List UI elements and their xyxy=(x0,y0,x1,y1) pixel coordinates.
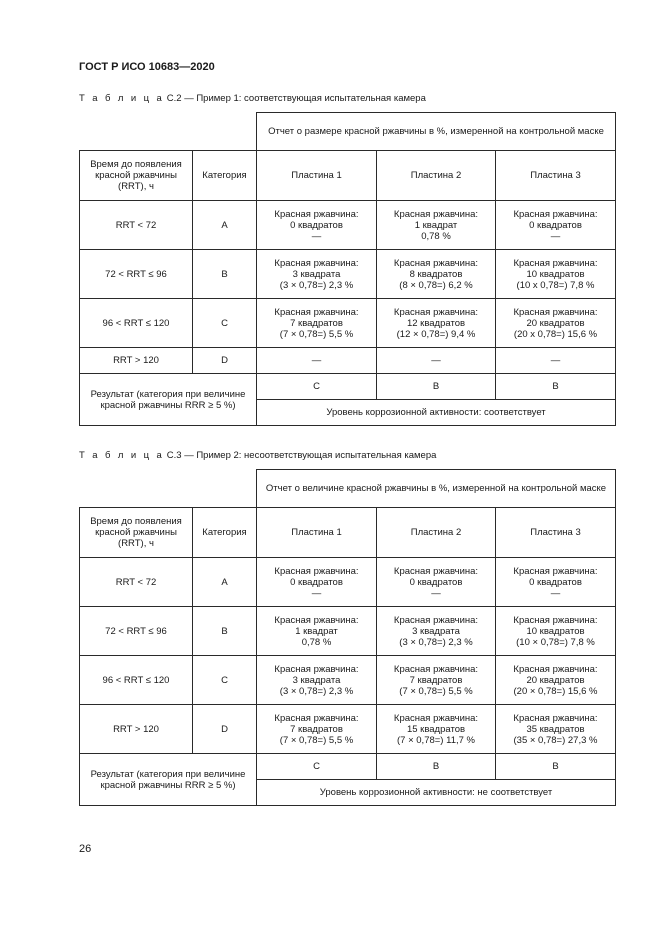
cell-line: Красная ржавчина: xyxy=(393,712,479,724)
cell-line: (7 × 0,78=) 5,5 % xyxy=(399,685,473,697)
plate-cell xyxy=(257,558,377,607)
cell-line: 35 квадратов xyxy=(526,723,585,735)
cell-line: (3 × 0,78=) 2,3 % xyxy=(279,279,354,291)
plate-cell xyxy=(257,348,377,374)
cell-line: Красная ржавчина: xyxy=(274,257,359,269)
cell-line: (12 × 0,78=) 9,4 % xyxy=(396,328,476,340)
cell-line: Красная ржавчина: xyxy=(513,663,598,675)
category-cell: C xyxy=(193,656,257,705)
column-header-category: Категория xyxy=(193,508,257,558)
plate-cell xyxy=(377,558,496,607)
plate-cell xyxy=(377,299,496,348)
cell-line: Красная ржавчина: xyxy=(274,663,359,675)
rrt-range-cell: 96 < RRT ≤ 120 xyxy=(80,656,193,705)
table-row xyxy=(80,201,616,250)
table-row xyxy=(80,607,616,656)
cell-line: Красная ржавчина: xyxy=(274,208,359,220)
plate-cell xyxy=(257,656,377,705)
table-c2-caption xyxy=(79,93,426,104)
cell-line: Красная ржавчина: xyxy=(513,208,598,220)
conclusion: Уровень коррозионной активности: соответствует xyxy=(257,400,616,426)
category-cell: D xyxy=(193,348,257,374)
cell-line: 12 квадратов xyxy=(406,317,466,329)
cell-line: Красная ржавчина: xyxy=(274,614,359,626)
plate-cell xyxy=(257,250,377,299)
category-cell: A xyxy=(193,558,257,607)
table-row xyxy=(80,656,616,705)
cell-line: Красная ржавчина: xyxy=(393,565,479,577)
table-c2 xyxy=(79,112,616,426)
category-cell: A xyxy=(193,201,257,250)
page-number: 26 xyxy=(79,843,92,855)
cell-line: 1 квадрат xyxy=(414,219,458,231)
rrt-range-cell: RRT < 72 xyxy=(80,558,193,607)
plate-cell xyxy=(496,607,616,656)
cell-line: Красная ржавчина: xyxy=(274,306,359,318)
result-plate-2: B xyxy=(377,374,496,400)
cell-line: (10 x 0,78=) 7,8 % xyxy=(516,279,595,291)
rrt-range-cell: 72 < RRT ≤ 96 xyxy=(80,607,193,656)
cell-line: 1 квадрат xyxy=(295,625,338,637)
cell-line: Красная ржавчина: xyxy=(513,306,598,318)
column-header-plate-3: Пластина 3 xyxy=(496,151,616,201)
plate-cell xyxy=(377,656,496,705)
cell-line: Красная ржавчина: xyxy=(393,614,479,626)
plate-cell xyxy=(377,201,496,250)
cell-line: — xyxy=(431,355,441,366)
cell-line: 3 квадрата xyxy=(292,674,341,686)
result-plate-3: B xyxy=(496,374,616,400)
cell-line: 0 квадратов xyxy=(529,576,582,588)
conclusion: Уровень коррозионной активности: не соответствует xyxy=(257,780,616,806)
cell-line: 8 квадратов xyxy=(409,268,463,280)
cell-line: 10 квадратов xyxy=(526,625,585,637)
cell-line: (7 × 0,78=) 5,5 % xyxy=(279,734,354,746)
cell-line: 3 квадрата xyxy=(292,268,341,280)
cell-line: 0 квадратов xyxy=(290,576,343,588)
cell-line: 0 квадратов xyxy=(409,576,463,588)
table-c3-caption xyxy=(79,450,436,461)
cell-line: (3 × 0,78=) 2,3 % xyxy=(399,636,473,648)
table-row xyxy=(80,705,616,754)
cell-line: Красная ржавчина: xyxy=(274,712,359,724)
result-plate-3: B xyxy=(496,754,616,780)
cell-line: (7 × 0,78=) 5,5 % xyxy=(279,328,354,340)
cell-line: — xyxy=(550,355,561,366)
category-cell: B xyxy=(193,607,257,656)
result-plate-1: C xyxy=(257,754,377,780)
result-label: Результат (категория при величине красной ржавчины RRR ≥ 5 %) xyxy=(80,374,257,426)
cell-line: 0 квадратов xyxy=(290,219,343,231)
plate-cell xyxy=(496,348,616,374)
caption-label: Т а б л и ц а xyxy=(79,450,165,461)
cell-line: Красная ржавчина: xyxy=(513,712,598,724)
plate-cell xyxy=(377,348,496,374)
cell-line: Красная ржавчина: xyxy=(513,565,598,577)
column-header-plate-1: Пластина 1 xyxy=(257,508,377,558)
cell-line: (8 × 0,78=) 6,2 % xyxy=(399,279,473,291)
report-header: Отчет о величине красной ржавчины в %, измеренной на контрольной маске xyxy=(257,470,616,508)
cell-line: (35 × 0,78=) 27,3 % xyxy=(513,734,598,746)
cell-line: — xyxy=(431,587,441,599)
cell-line: (20 x 0,78=) 15,6 % xyxy=(513,328,598,340)
cell-line: 20 квадратов xyxy=(526,317,585,329)
report-header: Отчет о размере красной ржавчины в %, измеренной на контрольной маске xyxy=(257,113,616,151)
cell-line: (20 × 0,78=) 15,6 % xyxy=(513,685,598,697)
cell-line: 20 квадратов xyxy=(526,674,585,686)
category-cell: C xyxy=(193,299,257,348)
plate-cell xyxy=(496,705,616,754)
plate-cell xyxy=(377,705,496,754)
cell-line: 7 квадратов xyxy=(290,723,343,735)
cell-line: (3 × 0,78=) 2,3 % xyxy=(279,685,354,697)
column-header-plate-2: Пластина 2 xyxy=(377,151,496,201)
result-plate-2: B xyxy=(377,754,496,780)
cell-line: Красная ржавчина: xyxy=(513,257,598,269)
table-row xyxy=(80,348,616,374)
column-header-plate-3: Пластина 3 xyxy=(496,508,616,558)
plate-cell xyxy=(257,705,377,754)
cell-line: — xyxy=(311,587,322,599)
cell-line: 7 квадратов xyxy=(409,674,463,686)
column-header-plate-2: Пластина 2 xyxy=(377,508,496,558)
cell-line: Красная ржавчина: xyxy=(393,208,479,220)
cell-line: 3 квадрата xyxy=(412,625,460,637)
table-row xyxy=(80,558,616,607)
result-plate-1: C xyxy=(257,374,377,400)
document-header: ГОСТ Р ИСО 10683—2020 xyxy=(79,61,215,73)
cell-line: Красная ржавчина: xyxy=(393,306,479,318)
plate-cell xyxy=(257,299,377,348)
cell-line: — xyxy=(311,230,322,242)
cell-line: 0,78 % xyxy=(301,636,332,648)
category-cell: D xyxy=(193,705,257,754)
cell-line: (10 × 0,78=) 7,8 % xyxy=(516,636,595,648)
blank-corner xyxy=(80,113,257,151)
column-header-rrt: Время до появления красной ржавчины (RRT), ч xyxy=(80,151,193,201)
table-row xyxy=(80,250,616,299)
cell-line: 0,78 % xyxy=(421,230,451,242)
cell-line: — xyxy=(311,355,322,366)
cell-line: — xyxy=(550,587,561,599)
cell-line: 10 квадратов xyxy=(526,268,585,280)
column-header-plate-1: Пластина 1 xyxy=(257,151,377,201)
cell-line: Красная ржавчина: xyxy=(393,663,479,675)
plate-cell xyxy=(257,607,377,656)
rrt-range-cell: RRT < 72 xyxy=(80,201,193,250)
cell-line: 7 квадратов xyxy=(290,317,343,329)
caption-label: Т а б л и ц а xyxy=(79,93,165,104)
cell-line: (7 × 0,78=) 11,7 % xyxy=(397,734,475,746)
cell-line: 0 квадратов xyxy=(529,219,582,231)
rrt-range-cell: RRT > 120 xyxy=(80,705,193,754)
caption-text: С.2 — Пример 1: соответствующая испытательная камера xyxy=(166,93,426,104)
table-c3 xyxy=(79,469,616,806)
column-header-category: Категория xyxy=(193,151,257,201)
plate-cell xyxy=(377,607,496,656)
plate-cell xyxy=(496,656,616,705)
cell-line: Красная ржавчина: xyxy=(274,565,359,577)
plate-cell xyxy=(377,250,496,299)
category-cell: B xyxy=(193,250,257,299)
caption-text: С.3 — Пример 2: несоответствующая испытательная камера xyxy=(166,450,437,461)
table-row xyxy=(80,299,616,348)
plate-cell xyxy=(257,201,377,250)
cell-line: Красная ржавчина: xyxy=(513,614,598,626)
rrt-range-cell: RRT > 120 xyxy=(80,348,193,374)
blank-corner xyxy=(80,470,257,508)
column-header-rrt: Время до появления красной ржавчины (RRT), ч xyxy=(80,508,193,558)
plate-cell xyxy=(496,558,616,607)
plate-cell xyxy=(496,201,616,250)
rrt-range-cell: 96 < RRT ≤ 120 xyxy=(80,299,193,348)
cell-line: 15 квадратов xyxy=(406,723,466,735)
rrt-range-cell: 72 < RRT ≤ 96 xyxy=(80,250,193,299)
plate-cell xyxy=(496,299,616,348)
cell-line: Красная ржавчина: xyxy=(393,257,479,269)
cell-line: — xyxy=(550,230,561,242)
plate-cell xyxy=(496,250,616,299)
result-label: Результат (категория при величине красной ржавчины RRR ≥ 5 %) xyxy=(80,754,257,806)
